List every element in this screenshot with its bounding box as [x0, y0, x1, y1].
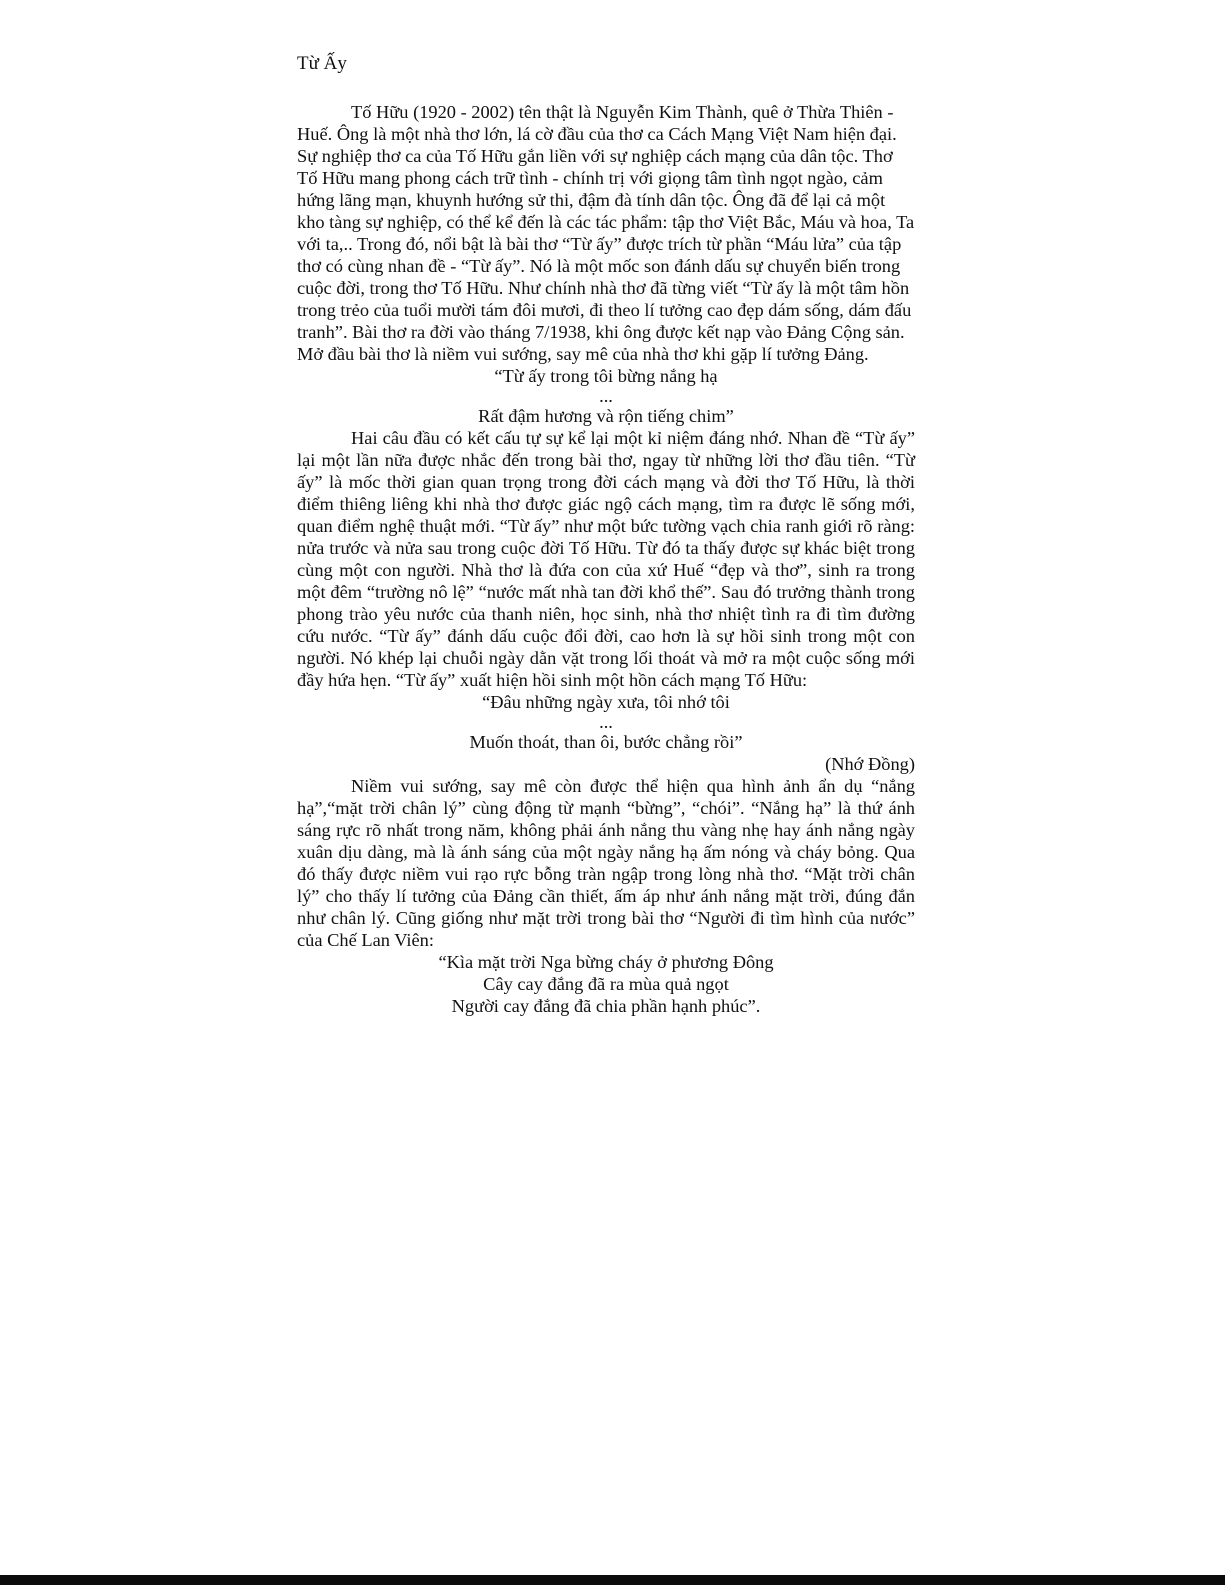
verse1-ellipsis: ... — [599, 386, 613, 406]
scan-bottom-edge — [0, 1575, 1225, 1585]
paragraph-3: Niềm vui sướng, say mê còn được thể hiện qua hình ảnh ẩn dụ “nắng hạ”,“mặt trời chân lý” cùng động từ mạnh “bừng”, “chói”. “Nắng hạ” là thứ ánh sáng rực rõ nhất trong năm, không phải ánh nắng thu vàng nhẹ hay ánh nắng ngày xuân dịu dàng, mà là ánh sáng của một ngày nắng hạ ấm nóng và cháy bỏng. Qua đó thấy được niềm vui rạo rực bỗng tràn ngập trong lòng nhà thơ. “Mặt trời chân lý” cho thấy lí tưởng của Đảng cần thiết, ấm áp như ánh nắng mặt trời, đúng đắn như chân lý. Cũng giống như mặt trời trong bài thơ “Người đi tìm hình của nước” của Chế Lan Viên: — [297, 776, 915, 950]
verse2-line1: “Đâu những ngày xưa, tôi nhớ tôi — [482, 692, 730, 712]
verse2-source: (Nhớ Đồng) — [825, 754, 915, 774]
verse2-line2: Muốn thoát, than ôi, bước chẳng rồi” — [469, 732, 743, 752]
verse3-line3: Người cay đắng đã chia phần hạnh phúc”. — [451, 996, 761, 1016]
verse1-line1: “Từ ấy trong tôi bừng nắng hạ — [494, 366, 718, 386]
intro-paragraph: Tố Hữu (1920 - 2002) tên thật là Nguyễn Kim Thành, quê ở Thừa Thiên - Huế. Ông là một nhà thơ lớn, lá cờ đầu của thơ ca Cách Mạng Việt Nam hiện đại. Sự nghiệp thơ ca của Tố Hữu gắn liền với sự nghiệp cách mạng của dân tộc. Thơ Tố Hữu mang phong cách trữ tình - chính trị với giọng tâm tình ngọt ngào, cảm hứng lãng mạn, khuynh hướng sử thi, đậm đà tính dân tộc. Ông đã để lại cả một kho tàng sự nghiệp, có thể kể đến là các tác phẩm: tập thơ Việt Bắc, Máu và hoa, Ta với ta,.. Trong đó, nổi bật là bài thơ “Từ ấy” được trích từ phần “Máu lửa” của tập thơ có cùng nhan đề - “Từ ấy”. Nó là một mốc son đánh dấu sự chuyển biến trong cuộc đời, trong thơ Tố Hữu. Như chính nhà thơ đã từng viết “Từ ấy là một tâm hồn trong trẻo của tuổi mười tám đôi mươi, đi theo lí tưởng cao đẹp dám sống, dám đấu tranh”. Bài thơ ra đời vào tháng 7/1938, khi ông được kết nạp vào Đảng Cộng sản. Mở đầu bài thơ là niềm vui sướng, say mê của nhà thơ khi gặp lí tưởng Đảng. — [297, 102, 915, 364]
document-page — [297, 52, 915, 1017]
verse3-line1: “Kìa mặt trời Nga bừng cháy ở phương Đông — [438, 952, 774, 972]
paragraph-2: Hai câu đầu có kết cấu tự sự kể lại một kỉ niệm đáng nhớ. Nhan đề “Từ ấy” lại một lần nữa được nhắc đến trong bài thơ, ngay từ những lời thơ đầu tiên. “Từ ấy” là mốc thời gian quan trọng trong đời cách mạng và đời thơ Tố Hữu, là thời điểm thiêng liêng khi nhà thơ được giác ngộ cách mạng, tìm ra được lẽ sống mới, quan điểm nghệ thuật mới. “Từ ấy” như một bức tường vạch chia ranh giới rõ ràng: nửa trước và nửa sau trong cuộc đời Tố Hữu. Từ đó ta thấy được sự khác biệt trong cùng một con người. Nhà thơ là đứa con của xứ Huế “đẹp và thơ”, sinh ra trong một đêm “trường nô lệ” “nước mất nhà tan đời khổ thế”. Sau đó trưởng thành trong phong trào yêu nước của thanh niên, học sinh, nhà thơ nhiệt tình ra đi tìm đường cứu nước. “Từ ấy” đánh dấu cuộc đổi đời, cao hơn là sự hồi sinh trong một con người. Nó khép lại chuỗi ngày dằn vặt trong lối thoát và mở ra một cuộc sống mới đầy hứa hẹn. “Từ ấy” xuất hiện hồi sinh một hồn cách mạng Tố Hữu: — [297, 428, 915, 690]
verse1-line2: Rất đậm hương và rộn tiếng chim” — [478, 406, 734, 426]
verse2-ellipsis: ... — [599, 712, 613, 732]
verse3-line2: Cây cay đắng đã ra mùa quả ngọt — [483, 974, 729, 994]
document-title: Từ Ấy — [297, 53, 347, 74]
